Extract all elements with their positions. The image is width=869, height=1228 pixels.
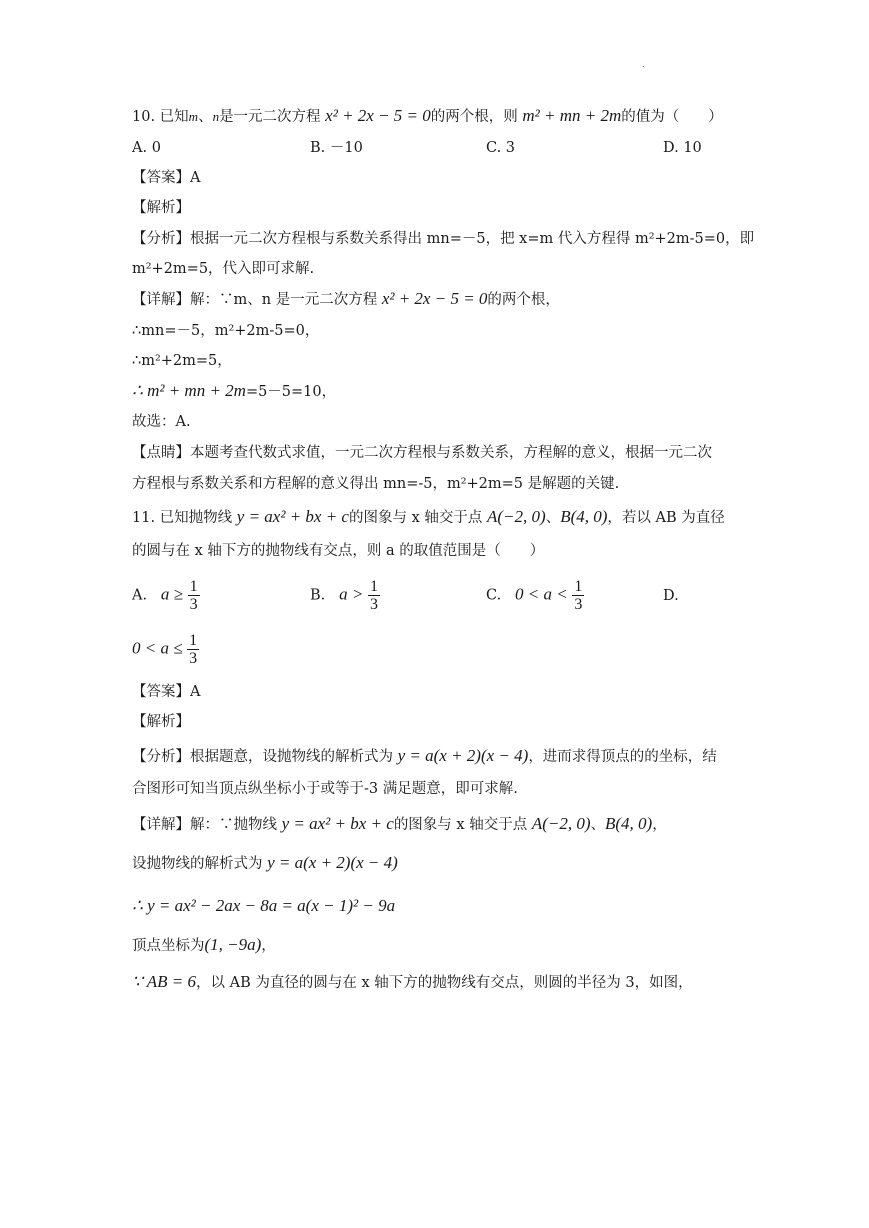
q11-fenxi-line2: 合图形可知当顶点纵坐标小于或等于-3 满足题意，即可求解. <box>132 781 518 797</box>
q10-analysis-title: 【解析】 <box>132 200 190 216</box>
q10-dianjing-line1: 【点睛】本题考查代数式求值，一元二次方程根与系数关系，方程解的意义，根据一元二次 <box>132 445 712 461</box>
fraction-numerator: 1 <box>369 578 378 595</box>
q10-xiangjie-eq: x² + 2x − 5 = 0 <box>381 289 488 308</box>
q11-because-line <box>132 972 693 993</box>
q10-sep: 、 <box>198 109 213 125</box>
fraction-denominator: 3 <box>189 596 198 613</box>
fraction-numerator: 1 <box>574 578 583 595</box>
q11-set-expr: y = a(x + 2)(x − 4) <box>267 853 398 872</box>
q11-set-pre: 设抛物线的解析式为 <box>132 856 263 872</box>
q11-option-b-ineq: a > <box>339 584 364 604</box>
q11-set-line <box>132 853 398 874</box>
q10-xiangjie <box>132 289 560 310</box>
q11-parabola: y = ax² + bx + c <box>236 507 349 526</box>
q10-stem-pre: 已知 <box>159 109 189 125</box>
q11-option-d-ineq: 0 < a ≤ <box>132 638 183 658</box>
q10-fenxi-line1: 【分析】根据一元二次方程根与系数关系得出 mn=－5，把 x=m 代入方程得 m²+2m-5=0，即 <box>132 231 755 247</box>
q10-step2: ∴m²+2m=5， <box>132 353 232 369</box>
q11-option-c <box>486 578 584 613</box>
q11-line1-mid: 的图象与 x 轴交于点 <box>348 510 483 526</box>
q11-option-c-fraction <box>572 578 584 613</box>
q11-fenxi-expr: y = a(x + 2)(x − 4) <box>397 746 529 765</box>
q11-stem-line2: 的圆与在 x 轴下方的抛物线有交点，则 a 的取值范围是（ ） <box>132 543 545 559</box>
q10-fenxi-line2: m²+2m=5，代入即可求解. <box>132 261 315 277</box>
q10-step1: ∴mn=－5，m²+2m-5=0， <box>132 323 320 339</box>
q11-xiangjie-end: ， <box>652 817 667 833</box>
q10-step3-expr: ∴ m² + mn + 2m <box>132 381 246 400</box>
q11-stem-line1 <box>132 507 725 528</box>
q11-option-b-label: B. <box>310 587 326 604</box>
q11-line1-pre: 11. 已知抛物线 <box>132 510 233 526</box>
q11-option-a <box>132 578 200 613</box>
q11-option-c-ineq: 0 < a < <box>515 584 568 604</box>
q11-fenxi-line1 <box>132 746 717 767</box>
q11-xiangjie-point-a: A(−2, 0) <box>531 814 591 833</box>
q10-answer: 【答案】A <box>132 170 201 186</box>
q10-step3-val: =5－5=10， <box>245 384 337 400</box>
q10-option-c: C. 3 <box>486 140 516 156</box>
q11-point-b: B(4, 0) <box>560 507 608 526</box>
q11-fenxi-post: ，进而求得顶点的的坐标，结 <box>528 749 717 765</box>
q11-option-c-label: C. <box>486 587 502 604</box>
q11-xiangjie <box>132 814 667 835</box>
q11-analysis-title: 【解析】 <box>132 714 190 730</box>
q11-option-a-fraction <box>188 578 200 613</box>
q11-xiangjie-point-b: B(4, 0) <box>605 814 653 833</box>
q11-therefore-line <box>132 896 395 917</box>
q11-xiangjie-mid: 的图象与 x 轴交于点 <box>393 817 528 833</box>
q10-stem-post: 的值为（ ） <box>621 109 723 125</box>
q10-choice: 故选：A. <box>132 414 191 430</box>
fraction-denominator: 3 <box>189 650 198 667</box>
q10-stem-mid: 是一元二次方程 <box>219 109 321 125</box>
q11-sep: 、 <box>545 510 561 526</box>
q10-xiangjie-post: 的两个根， <box>487 292 560 308</box>
q10-stem <box>132 106 723 127</box>
q11-xiangjie-sep: 、 <box>590 817 606 833</box>
q11-option-d-fraction <box>187 632 199 667</box>
q10-dianjing-line2: 方程根与系数关系和方程解的意义得出 mn=-5，m²+2m=5 是解题的关键. <box>132 476 620 492</box>
q11-vertex-post: ， <box>261 938 276 954</box>
q10-option-d: D. 10 <box>663 140 702 156</box>
q11-because-post: ，以 AB 为直径的圆与在 x 轴下方的抛物线有交点，则圆的半径为 3，如图， <box>196 975 693 991</box>
q10-stem-mid2: 的两个根，则 <box>430 109 518 125</box>
q10-option-b: B. －10 <box>310 140 363 156</box>
q10-var-n: n <box>212 109 220 124</box>
q11-vertex-pre: 顶点坐标为 <box>132 938 205 954</box>
q11-option-b <box>310 578 380 613</box>
q10-xiangjie-pre: 【详解】解：∵m、n 是一元二次方程 <box>132 292 378 308</box>
q11-option-a-ineq: a ≥ <box>160 584 184 604</box>
q11-point-a: A(−2, 0) <box>487 507 546 526</box>
q11-vertex: (1, −9a) <box>204 935 262 954</box>
q10-expression: m² + mn + 2m <box>522 106 622 125</box>
q11-vertex-line <box>132 935 276 956</box>
q11-option-d <box>132 632 199 667</box>
q11-option-b-fraction <box>368 578 380 613</box>
q10-step3 <box>132 381 336 402</box>
q11-fenxi-pre: 【分析】根据题意，设抛物线的解析式为 <box>132 749 393 765</box>
q11-option-a-label: A. <box>132 587 148 604</box>
q11-xiangjie-pre: 【详解】解：∵抛物线 <box>132 817 277 833</box>
q10-equation: x² + 2x − 5 = 0 <box>325 106 431 125</box>
fraction-denominator: 3 <box>574 596 583 613</box>
fraction-numerator: 1 <box>189 632 198 649</box>
q11-answer: 【答案】A <box>132 684 201 700</box>
fraction-numerator: 1 <box>189 578 198 595</box>
q11-because-expr: ∵ AB = 6 <box>132 972 196 991</box>
q10-option-a: A. 0 <box>132 140 161 156</box>
q11-line1-post: ，若以 AB 为直径 <box>607 510 725 526</box>
header-mark: . <box>642 60 645 69</box>
q11-option-d-label: D. <box>663 588 679 604</box>
fraction-denominator: 3 <box>369 596 378 613</box>
q11-therefore-expr: ∴ y = ax² − 2ax − 8a = a(x − 1)² − 9a <box>132 896 396 915</box>
q10-var-m: m <box>188 109 199 124</box>
q10-number: 10. <box>132 109 156 125</box>
q11-xiangjie-parabola: y = ax² + bx + c <box>281 814 394 833</box>
